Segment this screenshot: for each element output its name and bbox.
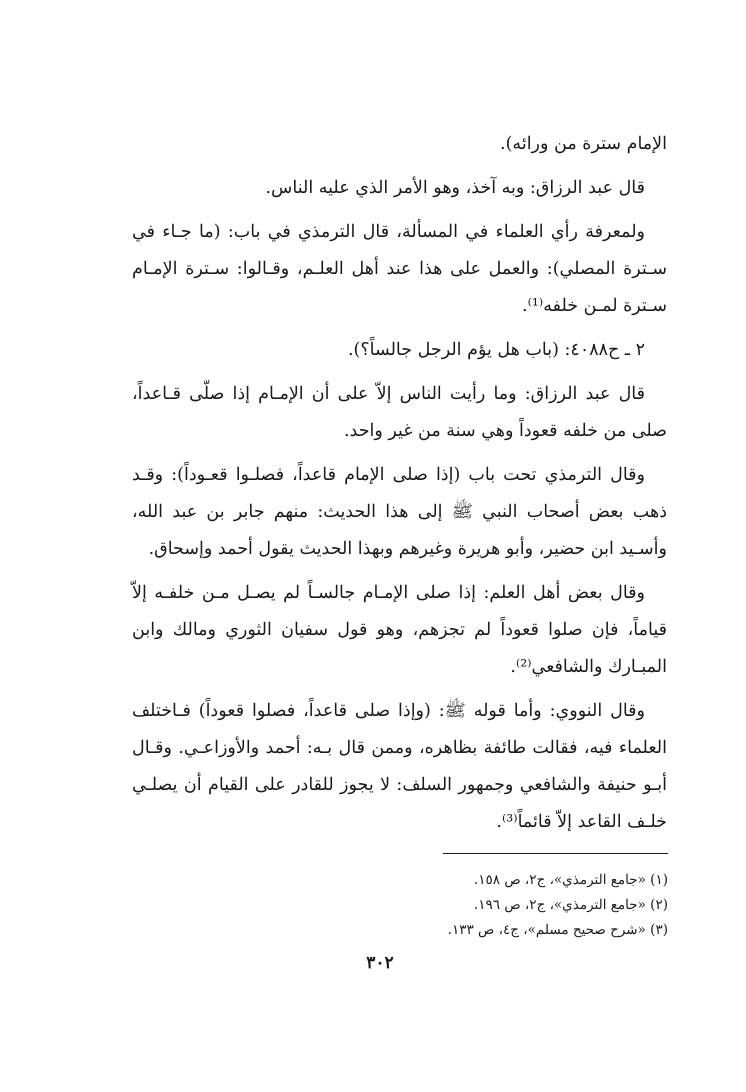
- section-heading: ٢ ـ ح٤٠٨٨: (باب هل يؤم الرجل جالساً؟).: [347, 340, 645, 360]
- paragraph: ولمعرفة رأي العلماء في المسألة، قال الترمذي في باب: (ما جـاء في سـترة المصلي): والعمل على هذا عند أهل العلـم، وقـالوا: سـترة الإمـام سـترة لمـن خلفه⁽¹⁾.: [132, 222, 667, 316]
- paragraph: وقال بعض أهل العلم: إذا صلى الإمـام جالسـاً لم يصـل مـن خلفـه إلاّ قياماً، فإن صلوا قعوداً لم تجزهم، وهو قول سفيان الثوري ومالك وابن المبـارك والشافعي⁽²⁾.: [132, 583, 667, 677]
- paragraph: وقال النووي: وأما قوله ﷺ: (وإذا صلى قاعداً، فصلوا قعوداً) فـاختلف العلماء فيه، فقالت طائفة بظاهره، وممن قال بـه: أحمد والأوزاعـي. وقـال أبـو حنيفة والشافعي وجمهور السلف: لا يجوز للقادر على القيام أن يصلـي خلـف القاعد إلاّ قائماً⁽³⁾.: [132, 701, 667, 832]
- footnote: (١) «جامع الترمذي»، ج٢، ص ١٥٨.: [473, 872, 668, 888]
- paragraph: وقال الترمذي تحت باب (إذا صلى الإمام قاعداً، فصلـوا قعـوداً): وقـد ذهب بعض أصحاب النبي ﷺ إلى هذا الحديث: منهم جابر بن عبد الله، وأسـيد ابن حضير، وأبو هريرة وغيرهم وبهذا الحديث يقول أحمد وإسحاق.: [132, 465, 667, 559]
- main-text: [132, 126, 667, 848]
- page-number: ٣٠٢: [366, 953, 394, 973]
- paragraph: الإمام سترة من ورائه).: [500, 134, 667, 154]
- footnote-divider: [443, 853, 668, 854]
- footnote: (٢) «جامع الترمذي»، ج٢، ص ١٩٦.: [473, 897, 668, 913]
- footnote: (٣) «شرح صحيح مسلم»، ج٤، ص ١٣٣.: [447, 922, 668, 938]
- paragraph: قال عبد الرزاق: وما رأيت الناس إلاّ على أن الإمـام إذا صلّى قـاعداً، صلى من خلفه قعوداً وهي سنة من غير واحد.: [132, 384, 667, 441]
- paragraph: قال عبد الرزاق: وبه آخذ، وهو الأمر الذي عليه الناس.: [265, 178, 645, 198]
- footnotes: [360, 868, 668, 943]
